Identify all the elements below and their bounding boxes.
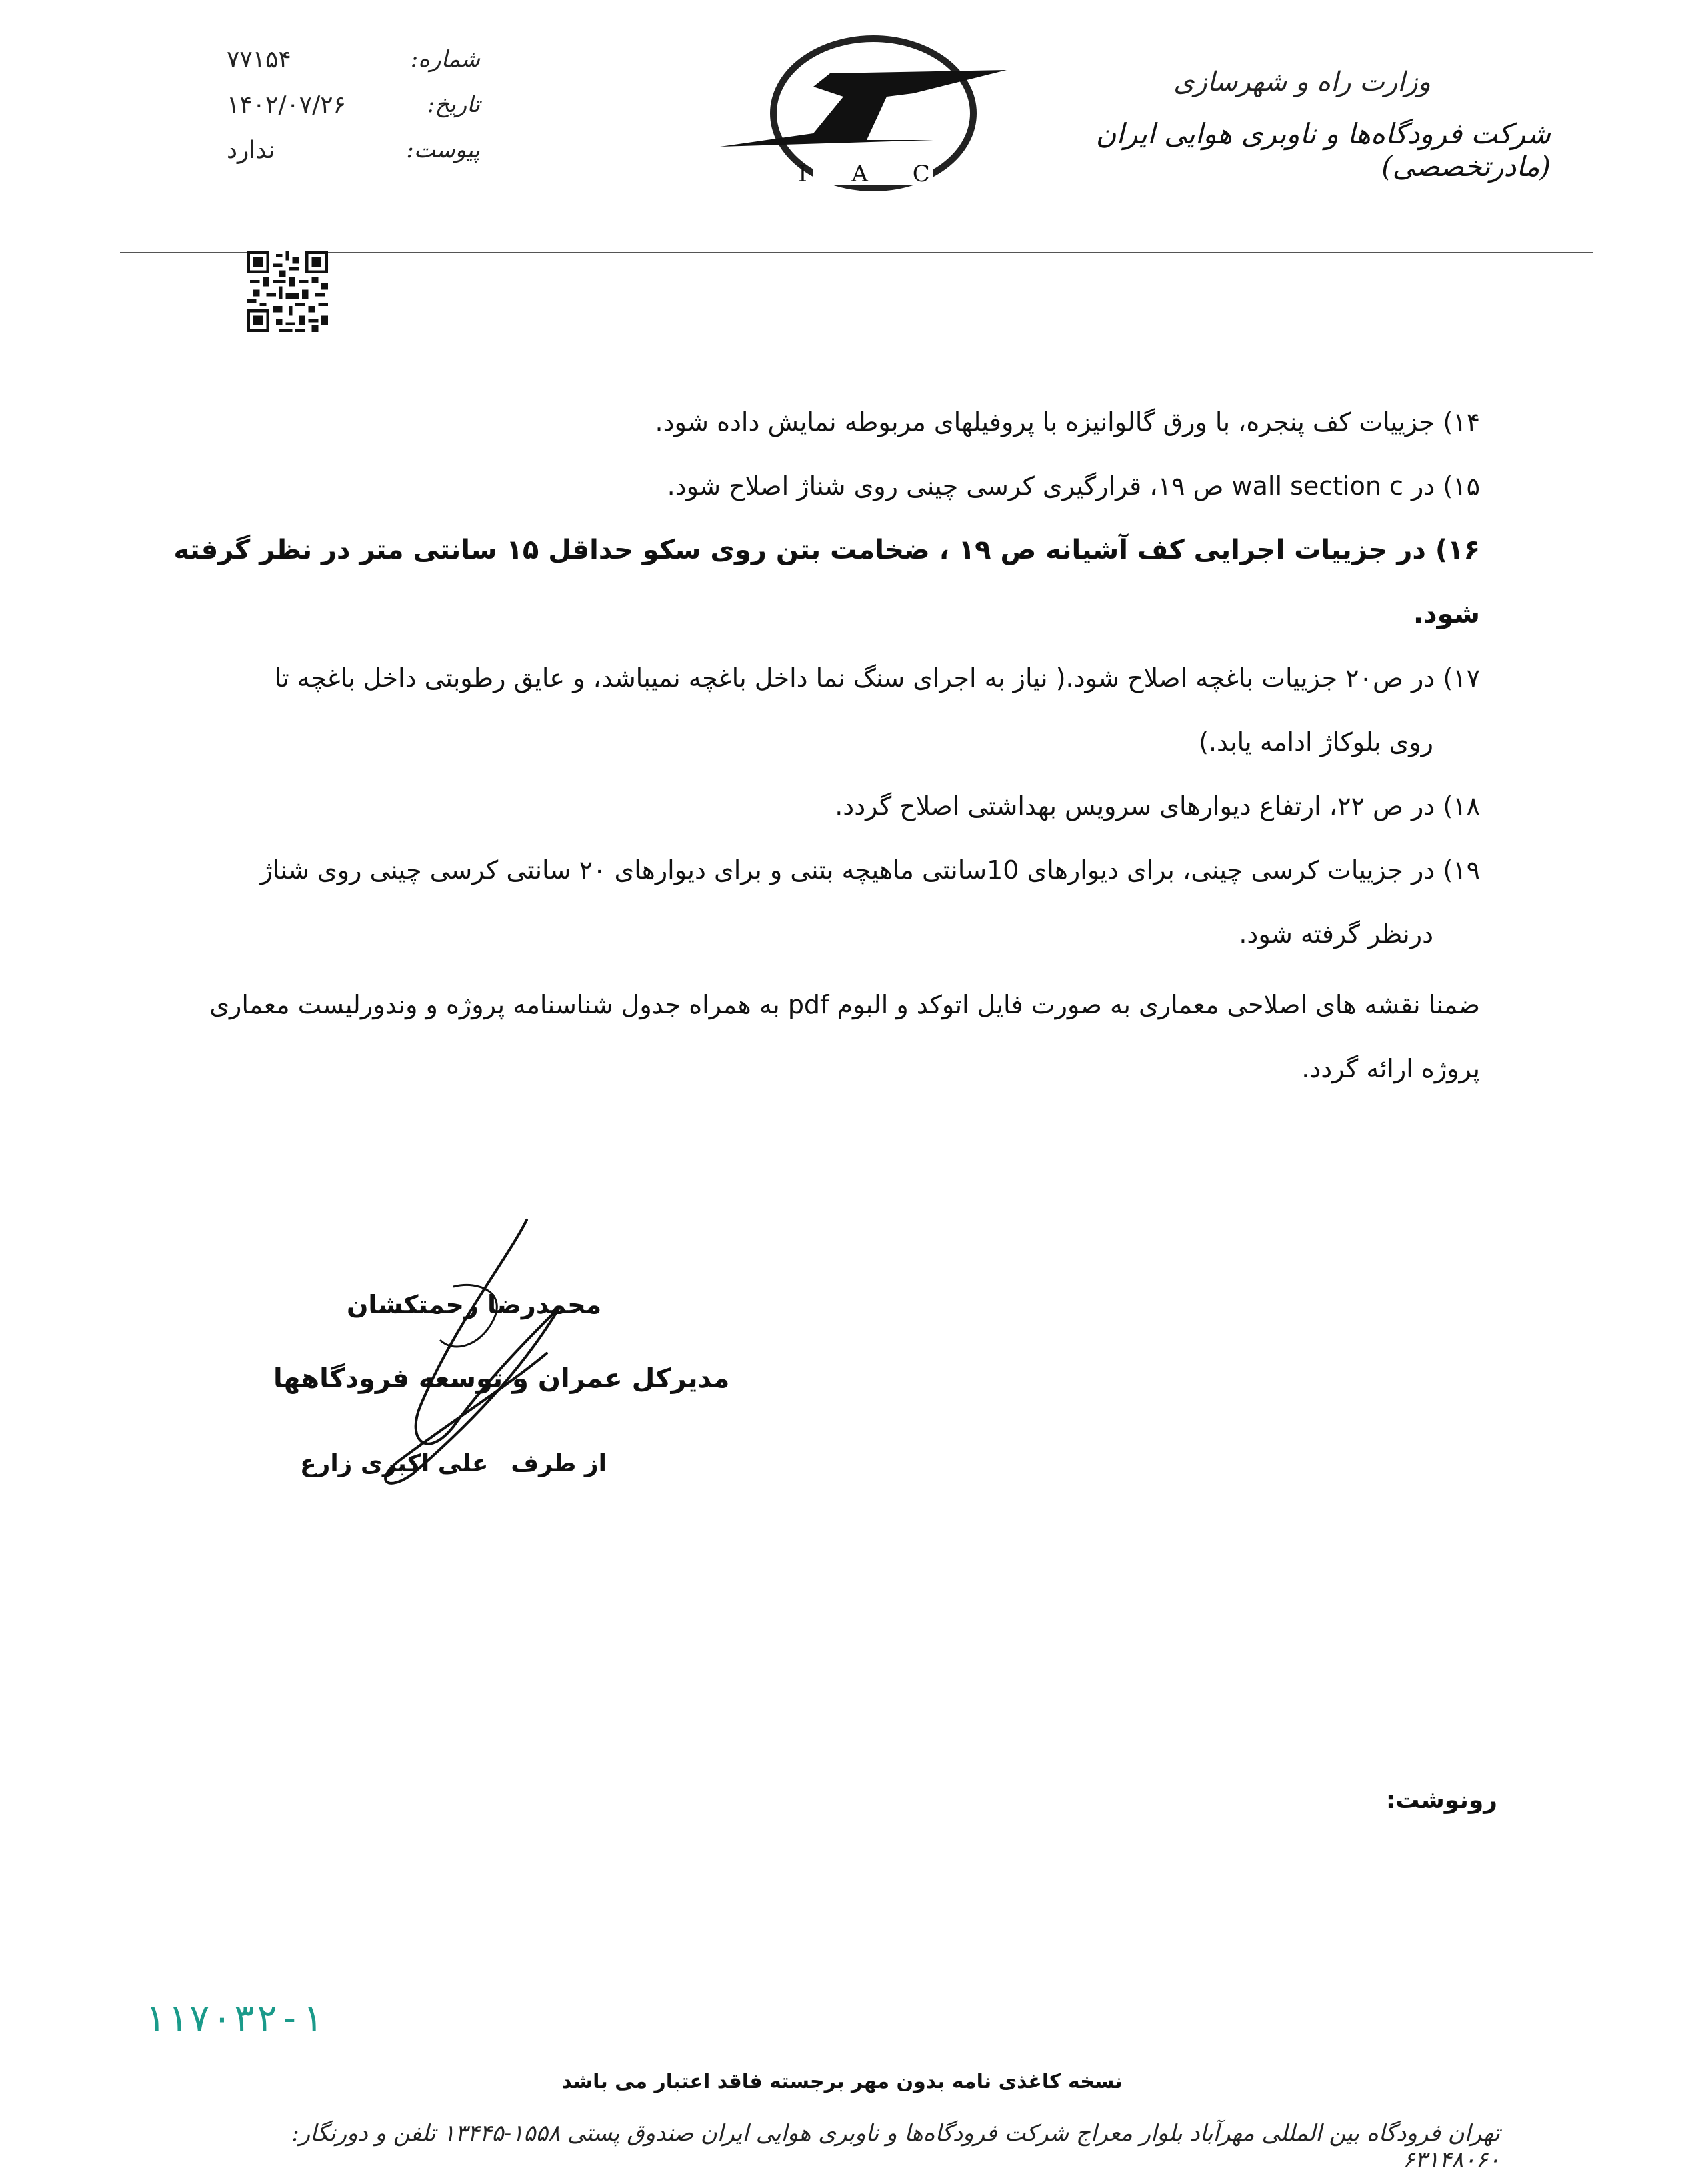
item-19-line2: درنظر گرفته شود. (1239, 919, 1433, 949)
qr-code (247, 251, 328, 332)
letter-body (153, 390, 1480, 1101)
item-17-line2: روی بلوکاژ ادامه یابد.) (1199, 727, 1433, 757)
item-17-line1: ۱۷) در ص۲۰ جزییات باغچه اصلاح شود.( نیاز به اجرای سنگ نما داخل باغچه نمیباشد، و عایق رطوبتی داخل باغچه تا (274, 663, 1480, 693)
header-divider (120, 252, 1593, 253)
cc-label: رونوشت: (1385, 1787, 1497, 1814)
item-19 (153, 838, 1480, 966)
date-value: ۱۴۰۲/۰۷/۲۶ (227, 91, 346, 119)
attachment-label: پیوست: (406, 137, 480, 163)
ministry-name: وزارت راه و شهرسازی (1173, 67, 1431, 97)
attachment-value: ندارد (227, 136, 275, 164)
meta-number-row (200, 37, 480, 82)
logo-letters: I A C (798, 161, 949, 187)
letter-meta (200, 37, 480, 173)
company-name: شرکت فرودگاه‌ها و ناوبری هوایی ایران (مادرتخصصی) (1095, 117, 1551, 183)
signatory-name: محمدرضا رحمتکشان (347, 1290, 602, 1319)
item-14: ۱۴) جزییات کف پنجره، با ورق گالوانیزه با پروفیلهای مربوطه نمایش داده شود. (655, 407, 1480, 437)
letterhead (1044, 67, 1551, 183)
date-label: تاریخ: (427, 91, 480, 118)
item-18: ۱۸) در ص ۲۲، ارتفاع دیوارهای سرویس بهداشتی اصلاح گردد. (835, 791, 1480, 821)
closing-paragraph: ضمنا نقشه های اصلاحی معماری به صورت فایل اتوکد و البوم pdf به همراه جدول شناسنامه پروژه و وندورلیست معماری پروژه ارائه گردد. (209, 990, 1480, 1083)
handwritten-reference: ۱۱۷۰۳۲-۱ (143, 1997, 323, 2040)
company-logo (713, 33, 1013, 193)
number-value: ۷۷۱۵۴ (227, 45, 291, 73)
number-label: شماره: (410, 46, 480, 73)
on-behalf (300, 1450, 607, 1477)
item-19-line1: ۱۹) در جزییات کرسی چینی، برای دیوارهای 10سانتی ماهیچه بتنی و برای دیوارهای ۲۰ سانتی کرسی چینی روی شناژ (260, 855, 1480, 885)
item-15: ۱۵) در wall section c ص ۱۹، قرارگیری کرسی چینی روی شناژ اصلاح شود. (667, 471, 1480, 501)
item-17 (153, 646, 1480, 774)
signatory-title: مدیرکل عمران و توسعه فرودگاهها (273, 1363, 730, 1394)
footer-address: تهران فرودگاه بین المللی مهرآباد بلوار معراج شرکت فرودگاه‌ها و ناوبری هوایی ایران صندوق پستی ۱۵۵۸-۱۳۴۴۵ تلفن و دورنگار: ۶۳۱۴۸۰۶۰ (291, 2120, 1500, 2173)
on-behalf-label: از طرف (511, 1450, 607, 1477)
meta-date-row (200, 82, 480, 127)
meta-attachment-row (200, 127, 480, 173)
item-16: ۱۶) در جزییات اجرایی کف آشیانه ص ۱۹ ، ضخامت بتن روی سکو حداقل ۱۵ سانتی متر در نظر گرفته شود. (173, 535, 1480, 629)
on-behalf-name: علی اکبری زارع (300, 1450, 489, 1477)
validity-notice: نسخه کاغذی نامه بدون مهر برجسته فاقد اعتبار می باشد (561, 2070, 1123, 2093)
